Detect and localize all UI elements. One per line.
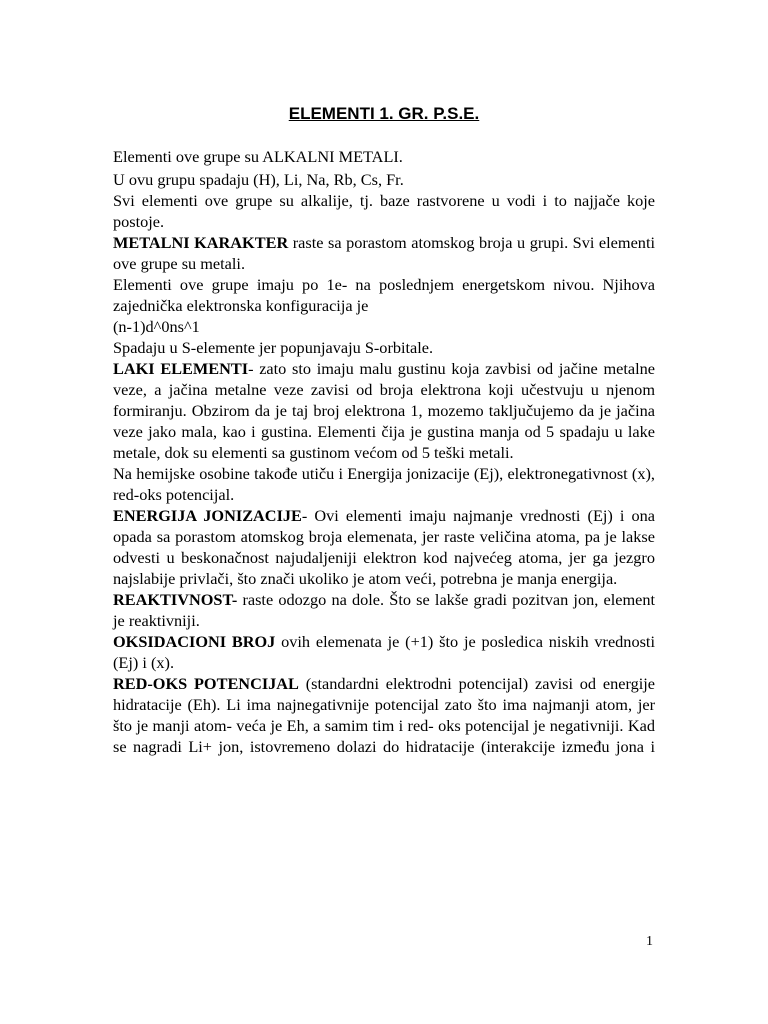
paragraph-configuration-formula: (n-1)d^0ns^1 — [113, 317, 200, 336]
text-ionization-energy: - Ovi elementi imaju najmanje vrednosti (Ej) i ona opada sa porastom atomskog broja elemenata, jer raste veličina atoma, pa je lakse odvesti u beskonačnost najudaljeniji elektron kod najvećeg atoma, jer ga jezgro najslabije privlači, što znači ukoliko je atom veći, potrebna je manja energija. — [113, 506, 655, 588]
term-redox-potential: RED-OKS POTENCIJAL — [113, 674, 299, 693]
paragraph-metallic-character — [113, 232, 655, 274]
term-oxidation-number: OKSIDACIONI BROJ — [113, 632, 276, 651]
paragraph-group-members: U ovu grupu spadaju (H), Li, Na, Rb, Cs, Fr. — [113, 170, 404, 189]
document-body — [113, 146, 655, 757]
text-light-elements: - zato sto imaju malu gustinu koja zavbisi od jačine metalne veze, a jačina metalne veze zavisi od broja elektrona koji učestvuju u njenom formiranju. Obzirom da je taj broj elektrona 1, mozemo taključujemo da je jačina veze jako mala, kao i gustina. Elementi čija je gustina manja od 5 spadaju u lake metale, dok su elementi sa gustinom većom od 5 teški metali. — [113, 359, 655, 462]
page-title: ELEMENTI 1. GR. P.S.E. — [288, 104, 480, 123]
paragraph-light-elements — [113, 358, 655, 463]
text-oxidation-number: ovih elemenata je (+1) što je posledica niskih vrednosti (Ej) i (x). — [113, 632, 655, 672]
term-metallic-character: METALNI KARAKTER — [113, 233, 289, 252]
paragraph-chemical-properties: Na hemijske osobine takođe utiču i Energija jonizacije (Ej), elektronegativnost (x), red-oks potencijal. — [113, 464, 655, 504]
paragraph-redox-potential — [113, 673, 655, 757]
paragraph-alkalies: Svi elementi ove grupe su alkalije, tj. baze rastvorene u vodi i to najjače koje postoje. — [113, 191, 655, 231]
term-reactivity: REAKTIVNOST- — [113, 590, 238, 609]
paragraph-alkali-metals: Elementi ove grupe su ALKALNI METALI. — [113, 147, 403, 166]
paragraph-s-elements: Spadaju u S-elemente jer popunjavaju S-orbitale. — [113, 338, 434, 357]
text-redox-potential: (standardni elektrodni potencijal) zavisi od energije hidratacije (Eh). Li ima najnegativnije potencijal zato što ima najmanji atom, jer što je manji atom- veća je Eh, a samim tim i red- oks potencijal je negativniji. Kad se nagradi Li+ jon, istovremeno dolazi do hidratacije (interakcije između jona i — [113, 674, 655, 756]
term-light-elements: LAKI ELEMENTI — [113, 359, 249, 378]
paragraph-electron-configuration: Elementi ove grupe imaju po 1e- na poslednjem energetskom nivou. Njihova zajednička elektronska konfiguracija je — [113, 275, 655, 315]
paragraph-ionization-energy — [113, 505, 655, 589]
text-metallic-character: raste sa porastom atomskog broja u grupi. Svi elementi ove grupe su metali. — [113, 233, 655, 273]
text-reactivity: raste odozgo na dole. Što se lakše gradi pozitvan jon, element je reaktivniji. — [113, 590, 655, 630]
term-ionization-energy: ENERGIJA JONIZACIJE — [113, 506, 302, 525]
paragraph-reactivity — [113, 589, 655, 631]
page-number: 1 — [646, 934, 653, 949]
paragraph-oxidation-number — [113, 631, 655, 673]
